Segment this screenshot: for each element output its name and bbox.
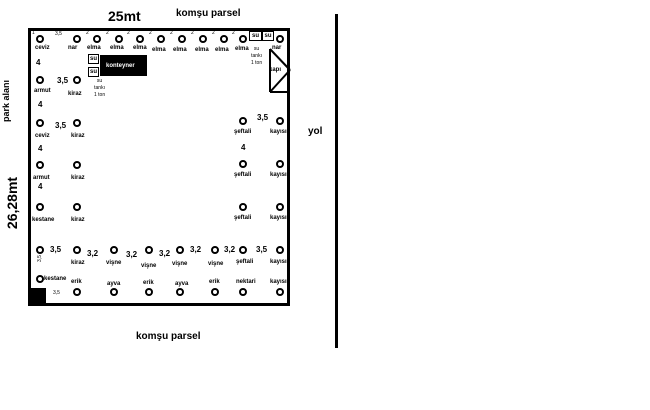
tree-visne-3-icon [176,246,184,254]
tree-label: armut [34,88,51,94]
tree-armut-2-icon [36,161,44,169]
tree-kiraz-2-icon [73,119,81,127]
spacing-label: 2 [191,30,194,36]
tree-kestane-2-icon [36,275,44,283]
tree-label: vişne [141,263,157,269]
tree-label: nar [68,45,78,51]
road-label: yol [308,126,323,137]
tree-label: ayva [175,281,189,287]
gate-label: kapı [269,67,282,73]
neighbor-parcel-top: komşu parsel [176,8,241,19]
tree-label: vişne [172,261,188,267]
spacing-label: 2 [86,30,89,36]
spacing-label: 3,5 [55,121,67,130]
tank-caption-line: 1 ton [94,92,106,98]
tree-erik-3-icon [211,288,219,296]
tree-label: şeftali [234,129,252,135]
water-tank-box-2 [88,67,99,77]
tree-label: şeftali [234,215,252,221]
spacing-label: 3,5 [256,245,268,254]
tree-label: kiraz [71,217,85,223]
tree-kayisi-5-icon [276,288,284,296]
spacing-label: 4 [241,143,246,152]
tree-label: vişne [208,261,224,267]
neighbor-parcel-bottom: komşu parsel [136,331,201,342]
tree-visne-2-icon [145,246,153,254]
tree-label: elma [152,47,166,53]
tree-kayisi-4-icon [276,246,284,254]
water-tank-box-4: su [262,31,274,41]
tree-label: kiraz [71,260,85,266]
spacing-label: 3,2 [224,245,236,254]
tree-label: erik [143,280,154,286]
tree-kayisi-2-icon [276,160,284,168]
spacing-label: 4 [38,182,43,191]
tree-label: kestane [32,217,55,223]
spacing-label: 4 [38,100,43,109]
tree-kayisi-3-icon [276,203,284,211]
tree-elma-4-icon [157,35,165,43]
road-line [335,14,338,348]
tree-kiraz-1-icon [73,76,81,84]
tree-label: şeftali [236,259,254,265]
spacing-label: 2 [127,30,130,36]
tree-elma-1-icon [93,35,101,43]
tank-caption-line: 1 ton [251,60,263,66]
water-tank-caption-2 [251,46,262,67]
tree-label: vişne [106,260,122,266]
tree-label: elma [110,45,124,51]
water-tank-caption [94,78,105,99]
tree-label: elma [173,47,187,53]
tree-label: nar [272,45,282,51]
tank-caption-line: su [96,78,103,84]
tree-nektari-icon [239,288,247,296]
tree-seftali-2-icon [239,160,247,168]
tree-kiraz-4-icon [73,203,81,211]
spacing-label: 3,5 [50,245,62,254]
spacing-label: 3,5 [55,31,62,37]
spacing-label: 3,5 [257,113,269,122]
tree-kiraz-5-icon [73,246,81,254]
tree-erik-1-icon [73,288,81,296]
tree-label: elma [235,46,249,52]
tree-seftali-1-icon [239,117,247,125]
spacing-label: 2 [106,30,109,36]
spacing-label: 4 [36,58,41,67]
corner-marker [28,288,46,306]
tree-label: kiraz [71,133,85,139]
spacing-label: 2 [170,30,173,36]
tree-elma-5-icon [178,35,186,43]
spacing-label: 2 [232,30,235,36]
tree-label: kiraz [68,91,82,97]
spacing-label: 3,5 [37,255,43,262]
tree-label: armut [33,175,50,181]
width-dimension: 25mt [108,8,141,24]
tank-caption-line: tankı [251,53,262,59]
spacing-label: 3,2 [159,249,171,258]
tree-label: kayısı [270,129,287,135]
tree-label: kayısı [270,279,287,285]
spacing-label: 3,2 [126,250,138,259]
tree-kayisi-1-icon [276,117,284,125]
tree-armut-1-icon [36,76,44,84]
tree-label: kiraz [71,175,85,181]
tree-erik-2-icon [145,288,153,296]
tree-visne-4-icon [211,246,219,254]
tree-label: ceviz [35,133,50,139]
spacing-label: 3,2 [190,245,202,254]
tree-label: kayısı [270,259,287,265]
tank-caption-line: su [253,46,260,52]
tree-label: ayva [107,281,121,287]
spacing-label: 2 [149,30,152,36]
tree-label: elma [195,47,209,53]
spacing-label: 1 [32,30,35,36]
tank-caption-line: tankı [94,85,105,91]
tree-elma-6-icon [199,35,207,43]
water-tank-box: su [89,56,97,62]
tree-label: nektari [236,279,256,285]
tree-ayva-2-icon [176,288,184,296]
tree-kiraz-3-icon [73,161,81,169]
tree-elma-7-icon [220,35,228,43]
spacing-label: 4 [38,144,43,153]
tree-label: erik [71,279,82,285]
tree-label: elma [215,47,229,53]
tree-elma-3-icon [136,35,144,43]
tree-seftali-3-icon [239,203,247,211]
tree-label: ceviz [35,45,50,51]
water-tank-box-3: su [249,31,262,41]
tree-elma-8-icon [239,35,247,43]
tree-label: şeftali [234,172,252,178]
tree-nar-1-icon [73,35,81,43]
tree-ceviz-2-icon [36,119,44,127]
tree-label: elma [87,45,101,51]
tree-label: erik [209,279,220,285]
spacing-label: 3,2 [87,249,99,258]
container: konteyner [100,55,147,76]
tree-label: kayısı [270,215,287,221]
tree-ceviz-1-icon [36,35,44,43]
tree-nar-2-icon [276,35,284,43]
tree-ayva-1-icon [110,288,118,296]
tree-seftali-4-icon [239,246,247,254]
tree-elma-2-icon [115,35,123,43]
park-area-label: park alanı [1,79,12,123]
tree-kestane-1-icon [36,203,44,211]
spacing-label: 3,5 [53,290,60,296]
tree-label: kestane [44,276,67,282]
tree-row6-left-icon [36,246,44,254]
spacing-label: 2 [212,30,215,36]
height-dimension: 26,28mt [4,176,21,230]
tree-label: elma [133,45,147,51]
water-tank-box-2-label: su [89,69,97,75]
tree-label: kayısı [270,172,287,178]
tree-visne-1-icon [110,246,118,254]
spacing-label: 3,5 [57,76,69,85]
